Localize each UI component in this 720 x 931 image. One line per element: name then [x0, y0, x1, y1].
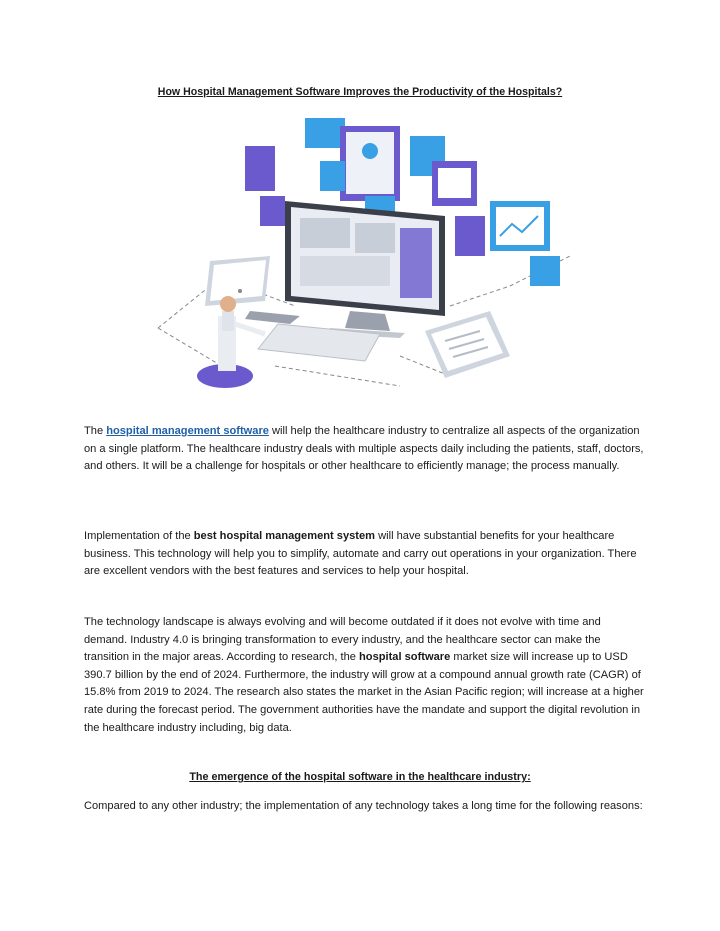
p3-bold: hospital software — [359, 651, 451, 664]
page-title: How Hospital Management Software Improves the Productivity of the Hospitals? — [157, 86, 563, 98]
section-heading: The emergence of the hospital software in the healthcare industry: — [189, 771, 531, 783]
p1-pre: The — [84, 425, 107, 437]
p1-post: will help the healthcare industry to centralize all aspects of the organization on a single platform. The healthcare industry deals with multiple aspects daily including the patients, staff, doctors, and others. It will be a challenge for hospitals or other healthcare to efficiently manage; the process manually. — [84, 425, 644, 473]
hospital-software-illustration — [150, 106, 580, 406]
tablet-icon — [205, 256, 270, 306]
paragraph-reasons: Compared to any other industry; the implementation of any technology takes a long time for the following reasons: — [84, 800, 643, 812]
p2-pre: Implementation of the — [84, 530, 194, 542]
p2-bold: best hospital management system — [193, 530, 376, 542]
p2-post: will have substantial benefits for your healthcare business. This technology will help you to simplify, automate and carry out operations in your organization. There are excellent vendors with the best features and services to help your hospital. — [84, 530, 637, 578]
paragraph-intro — [84, 423, 644, 476]
paragraph-technology — [84, 614, 644, 737]
p3-post: market size will increase up to USD 390.7 billion by the end of 2024. Furthermore, the industry will grow at a compound annual growth rate (CAGR) of 15.8% from 2019 to 2024. The research also states the market in the Asian Pacific region; will increase at a higher rate during the forecast period. The government authorities have the mandate and support the digital revolution in the healthcare industry including, big data. — [84, 651, 644, 734]
p3-pre: The technology landscape is always evolving and will become outdated if it does not evolve with time and demand. Industry 4.0 is bringing transformation to every industry, and the healthcare sector can make the transition in the major areas. According to research, the — [84, 616, 601, 664]
computer-monitor — [285, 201, 445, 338]
hospital-management-software-link[interactable]: hospital management software — [106, 425, 269, 437]
doctor-figure — [197, 296, 265, 388]
paragraph-implementation — [84, 528, 644, 581]
tablet-icon — [425, 311, 510, 378]
